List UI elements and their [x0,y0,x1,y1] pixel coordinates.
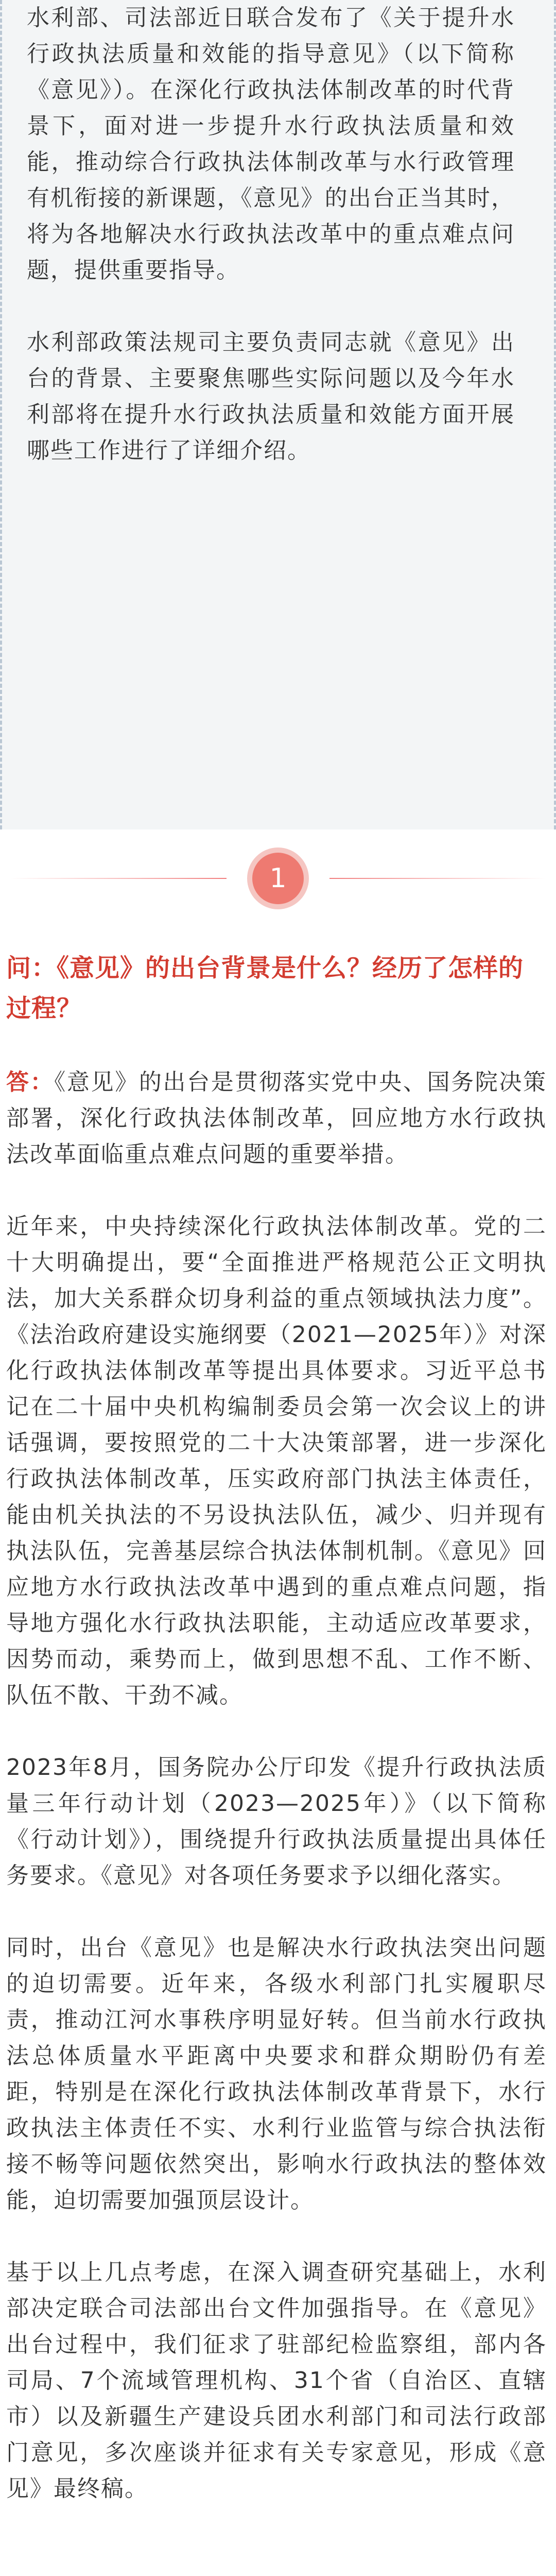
section-number-badge [247,848,309,909]
article-body [6,948,547,2507]
intro-left-border [0,0,2,829]
body-paragraph-2: 近年来，中央持续深化行政执法体制改革。党的二十大明确提出，要“全面推进严格规范公正文明执法，加大关系群众切身利益的重点领域执法力度”。《法治政府建设实施纲要（2021—2025年）》对深化行政执法体制改革等提出具体要求。习近平总书记在二十届中央机构编制委员会第一次会议上的讲话强调，要按照党的二十大决策部署，进一步深化行政执法体制改革，压实政府部门执法主体责任，能由机关执法的不另设执法队伍，减少、归并现有执法队伍，完善基层综合执法体制机制。《意见》回应地方水行政执法改革中遇到的重点难点问题，指导地方强化水行政执法职能，主动适应改革要求，因势而动，乘势而上，做到思想不乱、工作不断、队伍不散、干劲不减。 [6,1213,547,1708]
body-paragraph-3: 2023年8月，国务院办公厅印发《提升行政执法质量三年行动计划（2023—2025年）》（以下简称《行动计划》），围绕提升行政执法质量提出具体任务要求。《意见》对各项任务要求予以细化落实。 [6,1754,547,1889]
divider-line-left [10,878,227,879]
divider-line-right [329,878,546,879]
body-paragraph-5: 基于以上几点考虑，在深入调查研究基础上，水利部决定联合司法部出台文件加强指导。在《意见》出台过程中，我们征求了驻部纪检监察组，部内各司局、7个流域管理机构、31个省（自治区、直辖市）以及新疆生产建设兵团水利部门和司法行政部门意见，多次座谈并征求有关专家意见，形成《意见》最终稿。 [6,2259,547,2502]
intro-paragraph-2: 水利部政策法规司主要负责同志就《意见》出台的背景、主要聚焦哪些实际问题以及今年水利部将在提升水行政执法质量和效能方面开展哪些工作进行了详细介绍。 [27,329,515,464]
answer-label: 答： [6,1069,55,1095]
section-number: 1 [252,853,304,904]
section-divider [0,842,556,914]
answer-text: 《意见》的出台是贯彻落实党中央、国务院决策部署，深化行政执法体制改革，回应地方水行政执法改革面临重点难点问题的重要举措。 [6,1069,547,1167]
intro-box [0,0,556,829]
question-heading: 问：《意见》的出台背景是什么？经历了怎样的过程？ [6,954,524,1023]
intro-right-border [554,0,556,829]
answer-paragraph-1 [6,1064,547,1173]
body-paragraph-4: 同时，出台《意见》也是解决水行政执法突出问题的迫切需要。近年来，各级水利部门扎实履职尽责，推动江河水事秩序明显好转。但当前水行政执法总体质量水平距离中央要求和群众期盼仍有差距，特别是在深化行政执法体制改革背景下，水行政执法主体责任不实、水利行业监管与综合执法衔接不畅等问题依然突出，影响水行政执法的整体效能，迫切需要加强顶层设计。 [6,1935,547,2213]
intro-paragraph-1: 水利部、司法部近日联合发布了《关于提升水行政执法质量和效能的指导意见》（以下简称《意见》）。在深化行政执法体制改革的时代背景下，面对进一步提升水行政执法质量和效能，推动综合行政执法体制改革与水行政管理有机衔接的新课题，《意见》的出台正当其时，将为各地解决水行政执法改革中的重点难点问题，提供重要指导。 [27,5,515,283]
